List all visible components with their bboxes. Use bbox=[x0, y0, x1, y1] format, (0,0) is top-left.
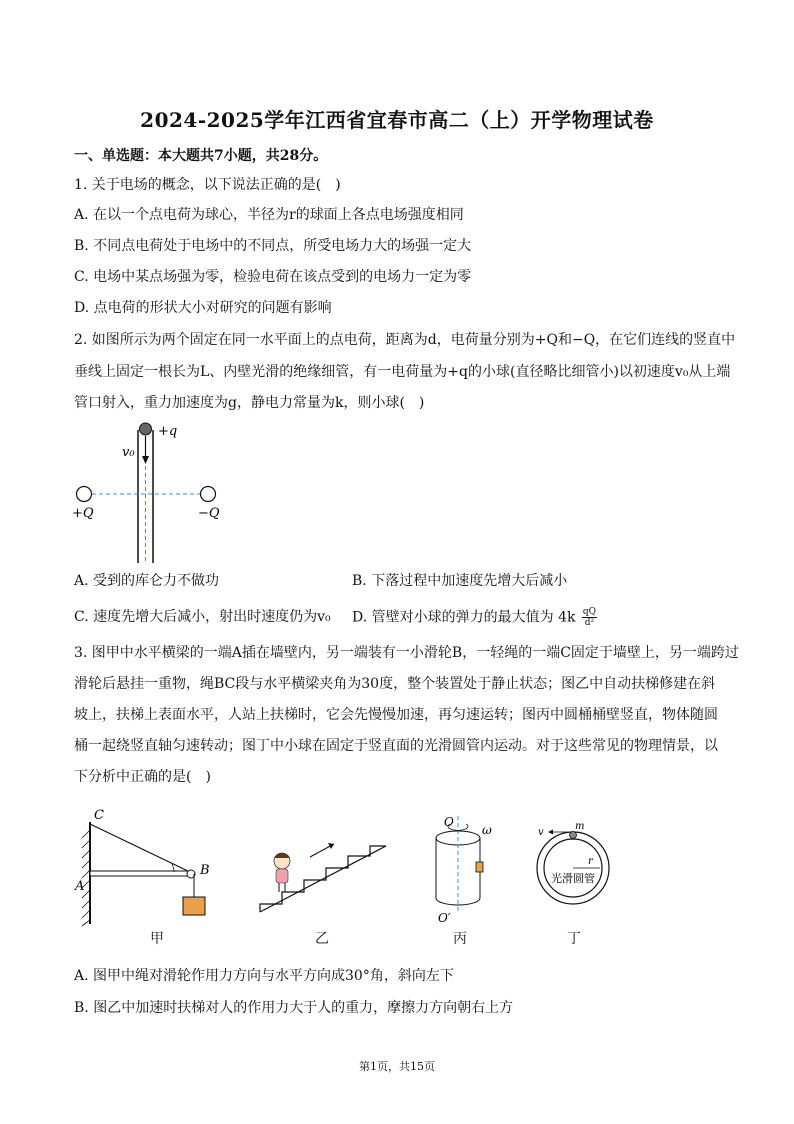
q2-option-b: B. 下落过程中加速度先增大后减小 bbox=[352, 573, 568, 589]
label-q: +q bbox=[158, 424, 178, 439]
q1-option-c: C. 电场中某点场强为零，检验电荷在该点受到的电场力一定为零 bbox=[74, 269, 472, 285]
label-O: O bbox=[444, 815, 454, 829]
label-tube: 光滑圆管 bbox=[551, 872, 595, 885]
fraction-numerator: qQ bbox=[582, 607, 597, 617]
q2-stem-line3: 管口射入，重力加速度为g，静电力常量为k，则小球( ) bbox=[74, 395, 425, 411]
caption-yi: 乙 bbox=[315, 931, 329, 947]
q3-stem-line3: 坡上，扶梯上表面水平，人站上扶梯时，它会先慢慢加速，再匀速运转；图丙中圆桶桶壁竖直，物体随圆 bbox=[74, 707, 718, 723]
label-v0: v₀ bbox=[122, 445, 135, 460]
q3-stem-line2: 滑轮后悬挂一重物，绳BC段与水平横梁夹角为30度，整个装置处于静止状态；图乙中自动扶梯修建在斜 bbox=[74, 676, 716, 692]
negative-charge-icon bbox=[201, 487, 216, 502]
section-heading: 一、单选题：本大题共7小题，共28分。 bbox=[74, 148, 328, 164]
q1-option-a: A. 在以一个点电荷为球心，半径为r的球面上各点电场强度相同 bbox=[74, 207, 464, 223]
label-C: C bbox=[94, 808, 104, 823]
person-icon bbox=[274, 853, 290, 892]
q3-figure-ding bbox=[530, 812, 620, 917]
q3-stem-line1: 3. 图甲中水平横梁的一端A插在墙壁内，另一端装有一小滑轮B，一轻绳的一端C固定于墙壁上，另一端跨过 bbox=[74, 645, 739, 661]
q2-option-c: C. 速度先增大后减小，射出时速度仍为v₀ bbox=[74, 609, 331, 625]
q3-figure-jia bbox=[72, 802, 222, 927]
page-footer: 第1页，共15页 bbox=[359, 1060, 435, 1073]
arrowhead-icon bbox=[328, 843, 334, 849]
label-plus-Q: +Q bbox=[72, 506, 94, 521]
label-v: v bbox=[538, 827, 544, 838]
q3-stem-line4: 桶一起绕竖直轴匀速转动；图丁中小球在固定于竖直面的光滑圆管内运动。对于这些常见的物理情景，以 bbox=[74, 738, 718, 754]
label-A: A bbox=[75, 879, 85, 894]
label-minus-Q: −Q bbox=[198, 506, 220, 521]
beam-ab bbox=[90, 871, 188, 876]
ball-icon bbox=[140, 423, 152, 435]
ball-icon bbox=[570, 832, 577, 839]
arrowhead-icon bbox=[142, 456, 149, 464]
positive-charge-icon bbox=[77, 487, 92, 502]
wall-hatching bbox=[82, 830, 90, 926]
q3-figure-yi bbox=[252, 812, 392, 917]
q1-stem: 1. 关于电场的概念，以下说法正确的是( ) bbox=[74, 177, 341, 193]
caption-bing: 丙 bbox=[453, 931, 467, 947]
label-omega: ω bbox=[482, 823, 492, 837]
object-block bbox=[476, 862, 483, 872]
q2-option-d-text: D. 管壁对小球的弹力的最大值为 4k bbox=[352, 609, 576, 626]
q2-stem-line2: 垂线上固定一根长为L、内壁光滑的绝缘细管，有一电荷量为+q的小球(直径略比细管小)以初速度v₀从上端 bbox=[74, 364, 731, 380]
caption-ding: 丁 bbox=[567, 931, 581, 947]
q2-figure bbox=[70, 418, 240, 566]
q3-stem-line5: 下分析中正确的是( ) bbox=[74, 769, 211, 785]
label-r: r bbox=[588, 856, 593, 867]
q2-option-a: A. 受到的库仑力不做功 bbox=[74, 573, 220, 589]
q3-option-b: B. 图乙中加速时扶梯对人的作用力大于人的重力，摩擦力方向朝右上方 bbox=[74, 1000, 514, 1016]
fraction bbox=[582, 607, 597, 628]
q3-option-a: A. 图甲中绳对滑轮作用力方向与水平方向成30°角，斜向左下 bbox=[74, 968, 454, 984]
q2-option-d bbox=[352, 607, 597, 628]
fraction-denominator: d² bbox=[584, 618, 595, 628]
page-title: 2024-2025学年江西省宜春市高二（上）开学物理试卷 bbox=[140, 108, 654, 132]
weight-block bbox=[183, 897, 205, 915]
q3-figure-bing bbox=[420, 810, 510, 925]
caption-jia: 甲 bbox=[150, 931, 164, 947]
label-O-prime: O′ bbox=[438, 911, 451, 925]
q2-stem-line1: 2. 如图所示为两个固定在同一水平面上的点电荷，距离为d，电荷量分别为+Q和−Q，在它们连线的竖直中 bbox=[74, 332, 736, 348]
arrowhead-icon bbox=[548, 830, 553, 835]
label-m: m bbox=[575, 821, 585, 832]
label-B: B bbox=[200, 863, 210, 878]
rope-cb bbox=[90, 824, 190, 872]
q1-option-d: D. 点电荷的形状大小对研究的问题有影响 bbox=[74, 300, 332, 316]
q1-option-b: B. 不同点电荷处于电场中的不同点，所受电场力大的场强一定大 bbox=[74, 238, 472, 254]
